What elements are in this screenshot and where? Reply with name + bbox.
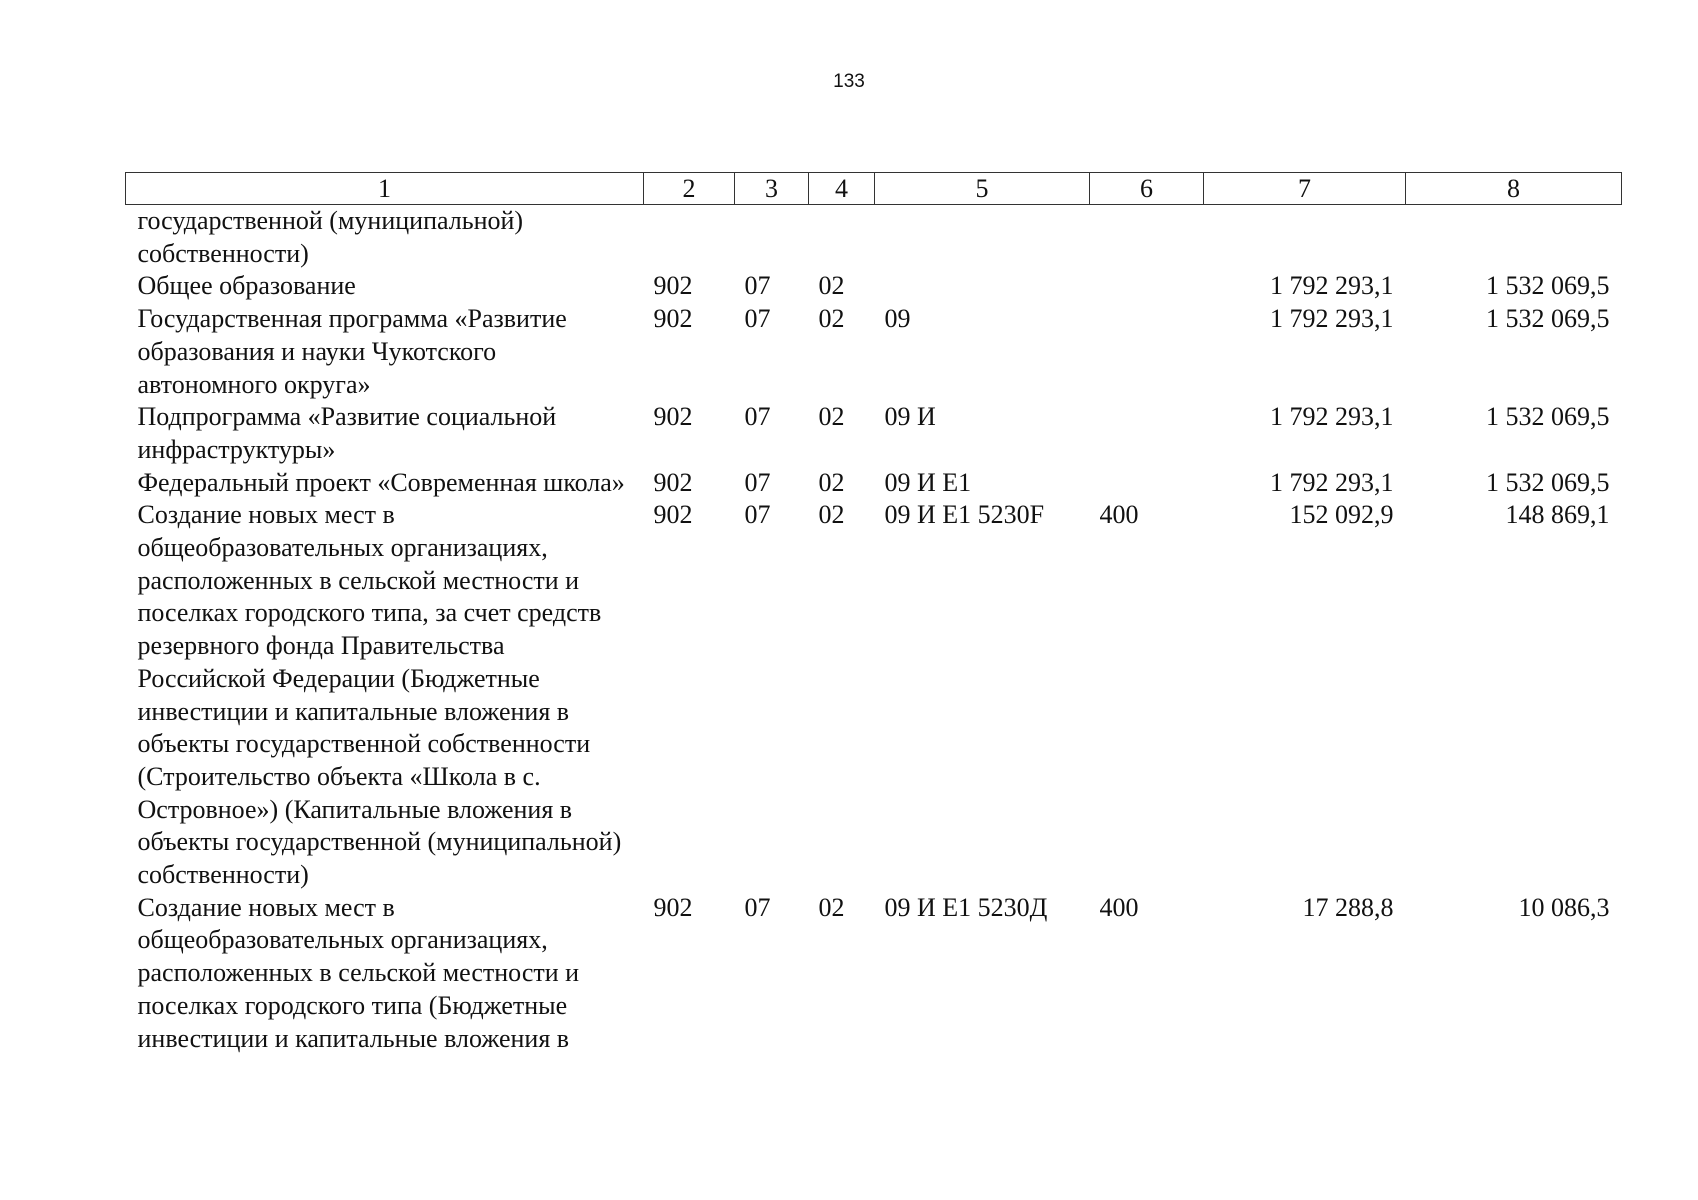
row-grbs: 902	[653, 271, 693, 301]
table-row	[126, 270, 1622, 303]
row-name: Подпрограмма «Развитие социальной инфраструктуры»	[137, 402, 557, 464]
table-row	[126, 467, 1622, 500]
table-row	[126, 303, 1622, 401]
row-grbs: 902	[653, 304, 693, 334]
row-target-article: 09 И Е1	[884, 467, 972, 497]
row-grbs: 902	[653, 892, 693, 922]
row-name: Общее образование	[137, 271, 356, 301]
header-row	[126, 173, 1622, 205]
row-sum-col7: 17 288,8	[1302, 892, 1394, 922]
row-grbs	[644, 205, 735, 271]
row-sum-col7: 1 792 293,1	[1270, 467, 1394, 497]
row-subsection	[809, 205, 875, 271]
row-name: Федеральный проект «Современная школа»	[137, 467, 625, 497]
row-name: Создание новых мест в общеобразовательных организациях, расположенных в сельской местности и поселках городского типа (Бюджетные инвестиции и капитальные вложения в	[137, 892, 580, 1053]
header-col-4: 4	[809, 173, 875, 205]
row-grbs: 902	[653, 467, 693, 497]
row-sum-col7	[1204, 205, 1406, 271]
header-col-8: 8	[1406, 173, 1622, 205]
header-col-5: 5	[875, 173, 1090, 205]
row-expense-type: 400	[1099, 892, 1139, 922]
row-section: 07	[744, 402, 771, 432]
row-sum-col8: 1 532 069,5	[1486, 271, 1610, 301]
row-sum-col8: 1 532 069,5	[1486, 467, 1610, 497]
row-sum-col8: 1 532 069,5	[1486, 304, 1610, 334]
row-subsection: 02	[818, 500, 845, 530]
row-sum-col7: 1 792 293,1	[1270, 304, 1394, 334]
row-target-article	[875, 205, 1090, 271]
row-section: 07	[744, 271, 771, 301]
row-target-article: 09 И	[884, 402, 936, 432]
row-sum-col7: 1 792 293,1	[1270, 271, 1394, 301]
row-target-article	[875, 270, 1090, 303]
row-expense-type	[1090, 205, 1204, 271]
row-subsection: 02	[818, 402, 845, 432]
row-sum-col7: 1 792 293,1	[1270, 402, 1394, 432]
row-grbs: 902	[653, 500, 693, 530]
header-col-2: 2	[644, 173, 735, 205]
row-expense-type	[1090, 401, 1204, 466]
row-target-article: 09 И Е1 5230F	[884, 500, 1045, 530]
row-expense-type: 400	[1099, 500, 1139, 530]
row-section: 07	[744, 467, 771, 497]
row-sum-col8: 148 869,1	[1505, 500, 1610, 530]
header-col-1: 1	[126, 173, 644, 205]
header-col-6: 6	[1090, 173, 1204, 205]
row-expense-type	[1090, 270, 1204, 303]
row-name: государственной (муниципальной) собственности)	[137, 206, 524, 268]
row-target-article: 09 И Е1 5230Д	[884, 892, 1048, 922]
row-sum-col7: 152 092,9	[1289, 500, 1394, 530]
row-target-article: 09	[884, 304, 911, 334]
row-expense-type	[1090, 303, 1204, 401]
header-col-7: 7	[1204, 173, 1406, 205]
table-row	[126, 499, 1622, 891]
row-subsection: 02	[818, 271, 845, 301]
row-section: 07	[744, 892, 771, 922]
row-sum-col8: 1 532 069,5	[1486, 402, 1610, 432]
row-expense-type	[1090, 467, 1204, 500]
row-name: Создание новых мест в общеобразовательных организациях, расположенных в сельской местности и поселках городского типа, за счет средств резервного фонда Правительства Российской Федерации (Бюджетные инвестиции и капитальные вложения в объекты государственной собственности (Строительство объекта «Школа в с. Островное») (Капитальные вложения в объекты государственной (муниципальной) собственности)	[137, 500, 622, 890]
row-sum-col8: 10 086,3	[1518, 892, 1610, 922]
row-subsection: 02	[818, 304, 845, 334]
row-grbs: 902	[653, 402, 693, 432]
table-row	[126, 401, 1622, 466]
table-row	[126, 892, 1622, 1056]
budget-table	[125, 172, 1622, 1055]
row-name: Государственная программа «Развитие образования и науки Чукотского автономного округа»	[137, 304, 567, 399]
row-sum-col8	[1406, 205, 1622, 271]
row-section: 07	[744, 500, 771, 530]
row-subsection: 02	[818, 467, 845, 497]
row-section	[735, 205, 809, 271]
header-col-3: 3	[735, 173, 809, 205]
table-header	[126, 173, 1622, 205]
table-body	[126, 205, 1622, 1056]
row-subsection: 02	[818, 892, 845, 922]
table-row	[126, 205, 1622, 271]
row-section: 07	[744, 304, 771, 334]
page-number: 133	[833, 71, 865, 92]
